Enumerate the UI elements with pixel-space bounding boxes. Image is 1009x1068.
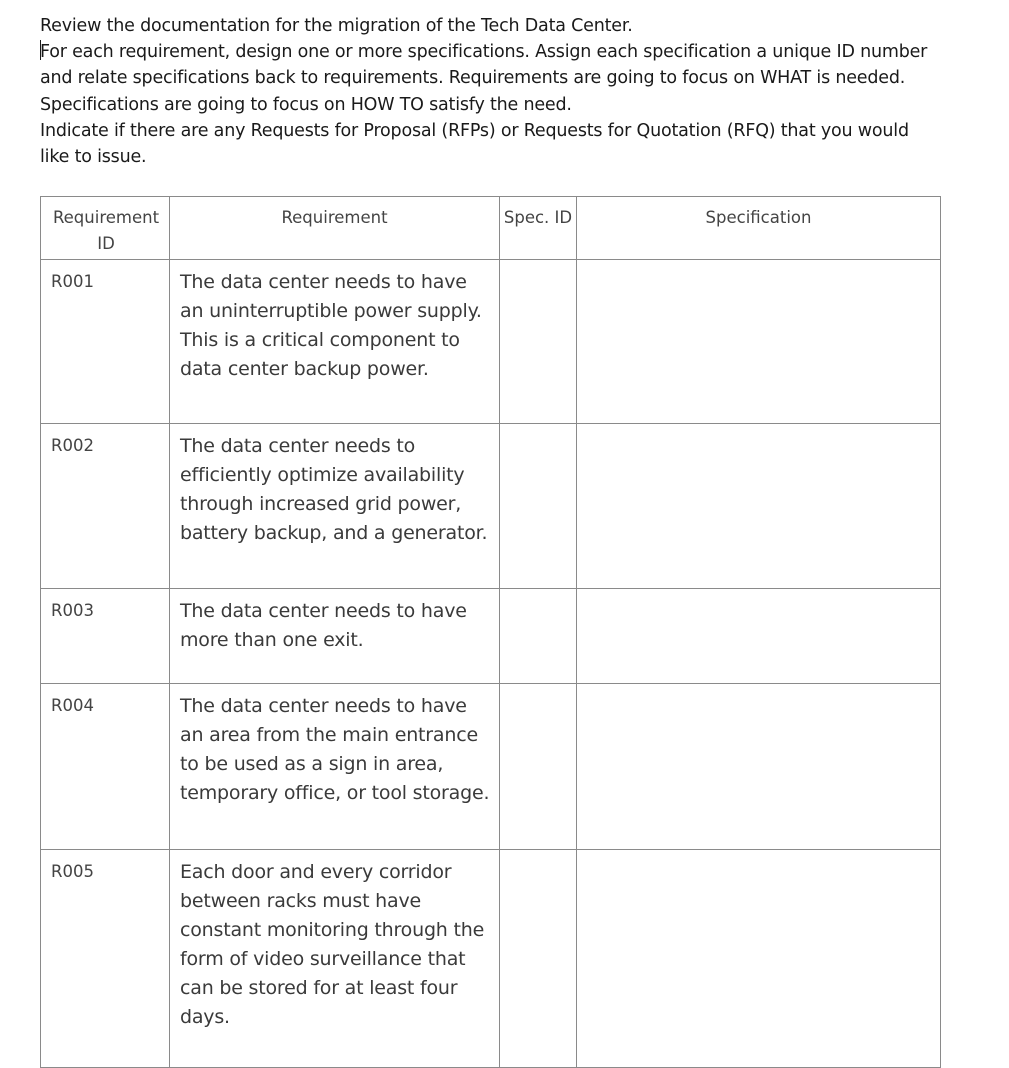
instruction-line-2 <box>40 39 940 118</box>
requirement-id-cell: R002 <box>41 424 170 589</box>
specification-cell[interactable] <box>577 850 941 1068</box>
header-requirement: Requirement <box>170 197 500 260</box>
table-row <box>41 589 941 684</box>
specification-cell[interactable] <box>577 684 941 850</box>
requirement-id-cell: R003 <box>41 589 170 684</box>
specification-cell[interactable] <box>577 424 941 589</box>
requirement-cell: The data center needs to efficiently optimize availability through increased grid power, battery backup, and a generator. <box>170 424 500 589</box>
specification-cell[interactable] <box>577 589 941 684</box>
header-requirement-id: Requirement ID <box>41 197 170 260</box>
requirement-id-cell: R004 <box>41 684 170 850</box>
table-row <box>41 260 941 424</box>
instruction-line-2-text: For each requirement, design one or more specifications. Assign each specification a unique ID number and relate specifications back to requirements. Requirements are going to focus on WHAT is needed. Specifications are going to focus on HOW TO satisfy the need. <box>40 42 928 115</box>
header-specification: Specification <box>577 197 941 260</box>
spec-id-cell[interactable] <box>500 424 577 589</box>
table-header-row <box>41 197 941 260</box>
requirements-table <box>40 196 941 1068</box>
spec-id-cell[interactable] <box>500 589 577 684</box>
requirement-cell: The data center needs to have an uninterruptible power supply. This is a critical component to data center backup power. <box>170 260 500 424</box>
instructions <box>40 13 940 170</box>
table-row <box>41 684 941 850</box>
instruction-line-1: Review the documentation for the migration of the Tech Data Center. <box>40 16 633 36</box>
requirement-cell: The data center needs to have more than one exit. <box>170 589 500 684</box>
spec-id-cell[interactable] <box>500 684 577 850</box>
header-spec-id: Spec. ID <box>500 197 577 260</box>
table-row <box>41 424 941 589</box>
specification-cell[interactable] <box>577 260 941 424</box>
requirement-id-cell: R005 <box>41 850 170 1068</box>
instruction-line-3: Indicate if there are any Requests for Proposal (RFPs) or Requests for Quotation (RFQ) that you would like to issue. <box>40 120 909 168</box>
spec-id-cell[interactable] <box>500 850 577 1068</box>
requirement-cell: The data center needs to have an area from the main entrance to be used as a sign in area, temporary office, or tool storage. <box>170 684 500 850</box>
requirement-id-cell: R001 <box>41 260 170 424</box>
spec-id-cell[interactable] <box>500 260 577 424</box>
table-row <box>41 850 941 1068</box>
requirement-cell: Each door and every corridor between racks must have constant monitoring through the form of video surveillance that can be stored for at least four days. <box>170 850 500 1068</box>
